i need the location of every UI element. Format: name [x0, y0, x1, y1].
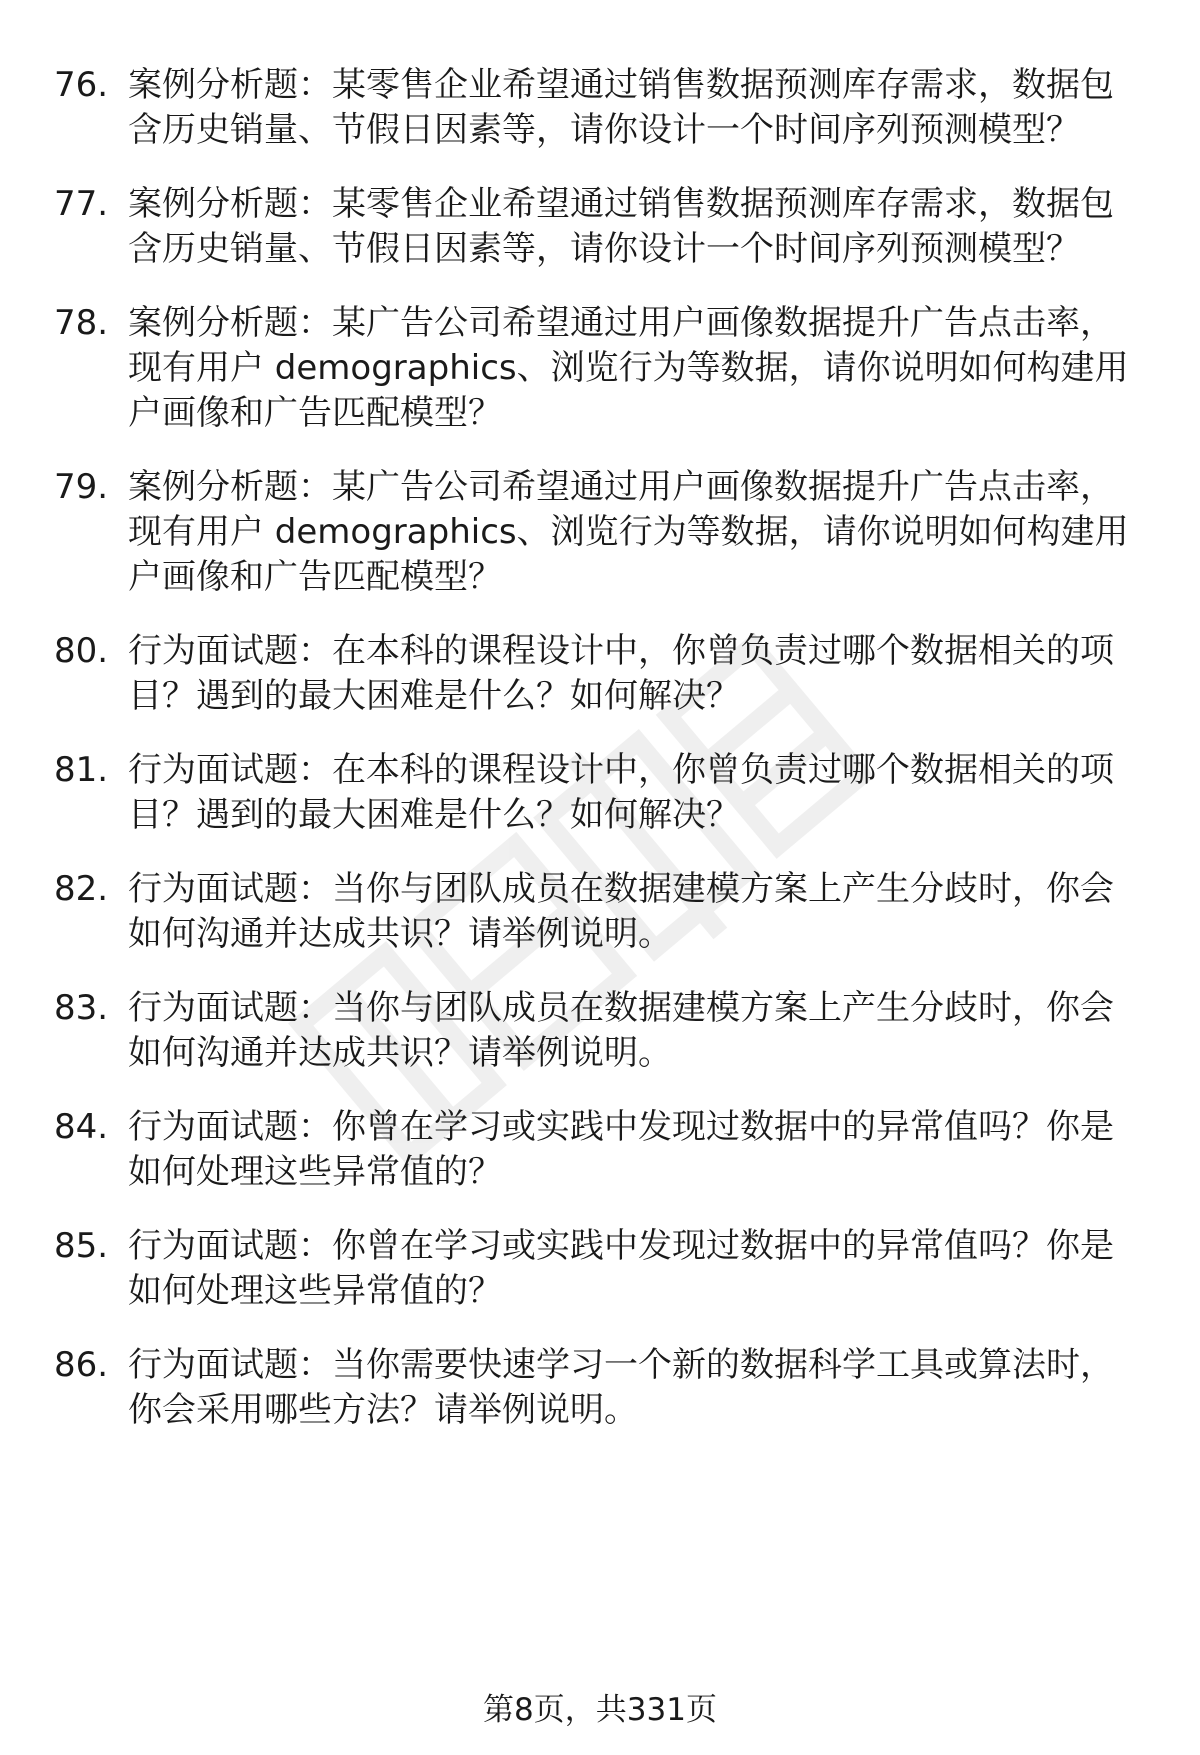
question-item — [0, 301, 1200, 436]
question-item — [0, 986, 1200, 1076]
question-number: 80. — [54, 631, 109, 671]
question-text: 案例分析题：某广告公司希望通过用户画像数据提升广告点击率，现有用户 demographics、浏览行为等数据，请你说明如何构建用户画像和广告匹配模型？ — [128, 467, 1129, 597]
question-item — [0, 1343, 1200, 1433]
question-text: 行为面试题：在本科的课程设计中，你曾负责过哪个数据相关的项目？遇到的最大困难是什么？如何解决？ — [128, 631, 1114, 716]
question-number: 79. — [54, 467, 109, 507]
question-number: 85. — [54, 1226, 109, 1266]
question-item — [0, 748, 1200, 838]
question-item — [0, 629, 1200, 719]
question-item — [0, 867, 1200, 957]
question-text: 案例分析题：某广告公司希望通过用户画像数据提升广告点击率，现有用户 demographics、浏览行为等数据，请你说明如何构建用户画像和广告匹配模型？ — [128, 303, 1129, 433]
question-number: 86. — [54, 1345, 109, 1385]
question-number: 78. — [54, 303, 109, 343]
question-item — [0, 1105, 1200, 1195]
question-number: 76. — [54, 65, 109, 105]
question-text: 案例分析题：某零售企业希望通过销售数据预测库存需求，数据包含历史销量、节假日因素等，请你设计一个时间序列预测模型？ — [128, 184, 1114, 269]
question-text: 行为面试题：你曾在学习或实践中发现过数据中的异常值吗？你是如何处理这些异常值的？ — [128, 1107, 1114, 1192]
question-number: 84. — [54, 1107, 109, 1147]
question-item — [0, 1224, 1200, 1314]
question-text: 行为面试题：在本科的课程设计中，你曾负责过哪个数据相关的项目？遇到的最大困难是什么？如何解决？ — [128, 750, 1114, 835]
question-text: 行为面试题：当你与团队成员在数据建模方案上产生分歧时，你会如何沟通并达成共识？请举例说明。 — [128, 869, 1114, 954]
question-text: 行为面试题：当你与团队成员在数据建模方案上产生分歧时，你会如何沟通并达成共识？请举例说明。 — [128, 988, 1114, 1073]
question-list — [0, 63, 1200, 1433]
question-item — [0, 63, 1200, 153]
question-number: 81. — [54, 750, 109, 790]
page-footer: 第8页，共331页 — [483, 1692, 717, 1728]
question-text: 案例分析题：某零售企业希望通过销售数据预测库存需求，数据包含历史销量、节假日因素等，请你设计一个时间序列预测模型？ — [128, 65, 1114, 150]
question-item — [0, 182, 1200, 272]
question-text: 行为面试题：你曾在学习或实践中发现过数据中的异常值吗？你是如何处理这些异常值的？ — [128, 1226, 1114, 1311]
question-number: 77. — [54, 184, 109, 224]
question-number: 82. — [54, 869, 109, 909]
question-text: 行为面试题：当你需要快速学习一个新的数据科学工具或算法时，你会采用哪些方法？请举例说明。 — [128, 1345, 1114, 1430]
question-item — [0, 465, 1200, 600]
question-number: 83. — [54, 988, 109, 1028]
